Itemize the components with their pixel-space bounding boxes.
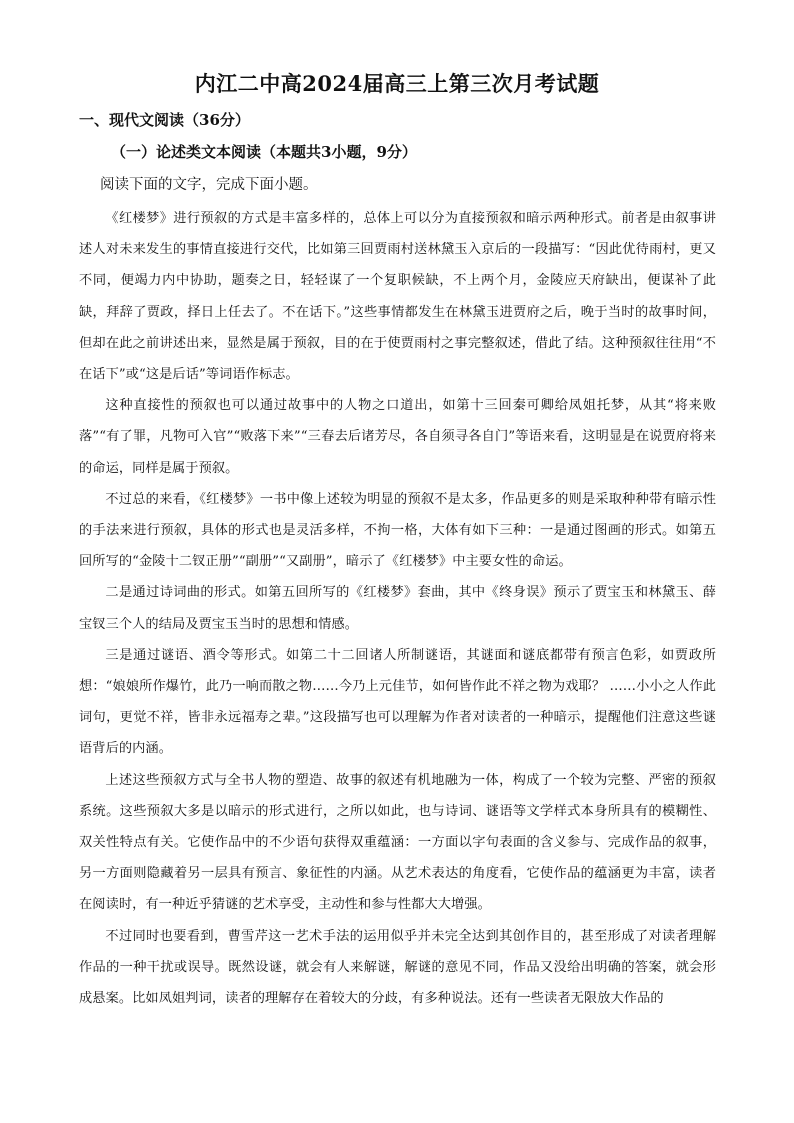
passage-paragraph-1: 《红楼梦》进行预叙的方式是丰富多样的，总体上可以分为直接预叙和暗示两种形式。前者是由叙事讲述人对未来发生的事情直接进行交代，比如第三回贾雨村送林黛玉入京后的一段描写：“因此优待雨村，更又不同，便竭力内中协助，题奏之日，轻轻谋了一个复职候缺，不上两个月，金陵应天府缺出，便谋补了此缺，拜辞了贾政，择日上任去了。不在话下。”这些事情都发生在林黛玉进贾府之后，晚于当时的故事时间，但却在此之前讲述出来，显然是属于预叙，目的在于使贾雨村之事完整叙述，借此了结。这种预叙往往用“不在话下”或“这是后话”等词语作标志。 xyxy=(79,211,716,383)
passage-paragraph-3: 不过总的来看，《红楼梦》一书中像上述较为明显的预叙不是太多，作品更多的则是采取种种带有暗示性的手法来进行预叙，具体的形式也是灵活多样，不拘一格，大体有如下三种：一是通过图画的形式。如第五回所写的“金陵十二钗正册”“副册”“又副册”，暗示了《红楼梦》中主要女性的命运。 xyxy=(79,491,716,570)
section-heading: 一、现代文阅读（36分） xyxy=(79,111,250,129)
passage-paragraph-5: 三是通过谜语、酒令等形式。如第二十二回诸人所制谜语，其谜面和谜底都带有预言色彩，如贾政所想：“娘娘所作爆竹，此乃一响而散之物……今乃上元佳节，如何皆作此不祥之物为戏耶？ ……小小之人作此词句，更觉不祥，皆非永远福寿之辈。”这段描写也可以理解为作者对读者的一种暗示，提醒他们注意这些谜语背后的内涵。 xyxy=(79,647,716,757)
passage-body xyxy=(79,203,716,1014)
passage-paragraph-4: 二是通过诗词曲的形式。如第五回所写的《红楼梦》套曲，其中《终身误》预示了贾宝玉和林黛玉、薛宝钗三个人的结局及贾宝玉当时的思想和情感。 xyxy=(79,585,716,632)
passage-paragraph-7: 不过同时也要看到，曹雪芹这一艺术手法的运用似乎并未完全达到其创作目的，甚至形成了对读者理解作品的一种干扰或误导。既然设谜，就会有人来解谜，解谜的意见不同，作品又没给出明确的答案，就会形成悬案。比如凤姐判词，读者的理解存在着较大的分歧，有多种说法。还有一些读者无限放大作品的 xyxy=(79,928,716,1007)
sub-heading: （一）论述类文本阅读（本题共3小题，9分） xyxy=(111,143,417,161)
passage-paragraph-6: 上述这些预叙方式与全书人物的塑造、故事的叙述有机地融为一体，构成了一个较为完整、严密的预叙系统。这些预叙大多是以暗示的形式进行，之所以如此，也与诗词、谜语等文学样式本身所具有的模糊性、双关性特点有关。它使作品中的不少语句获得双重蕴涵：一方面以字句表面的含义参与、完成作品的叙事，另一方面则隐藏着另一层具有预言、象征性的内涵。从艺术表达的角度看，它使作品的蕴涵更为丰富，读者在阅读时，有一种近乎猜谜的艺术享受，主动性和参与性都大大增强。 xyxy=(79,772,716,913)
reading-instruction: 阅读下面的文字，完成下面小题。 xyxy=(100,177,318,193)
passage-paragraph-2: 这种直接性的预叙也可以通过故事中的人物之口道出，如第十三回秦可卿给凤姐托梦，从其“将来败落”“有了罪，凡物可入官”“败落下来”“三春去后诸芳尽，各自须寻各自门”等语来看，这明显是在说贾府将来的命运，同样是属于预叙。 xyxy=(79,398,716,476)
page-title: 内江二中高2024届高三上第三次月考试题 xyxy=(194,71,600,96)
